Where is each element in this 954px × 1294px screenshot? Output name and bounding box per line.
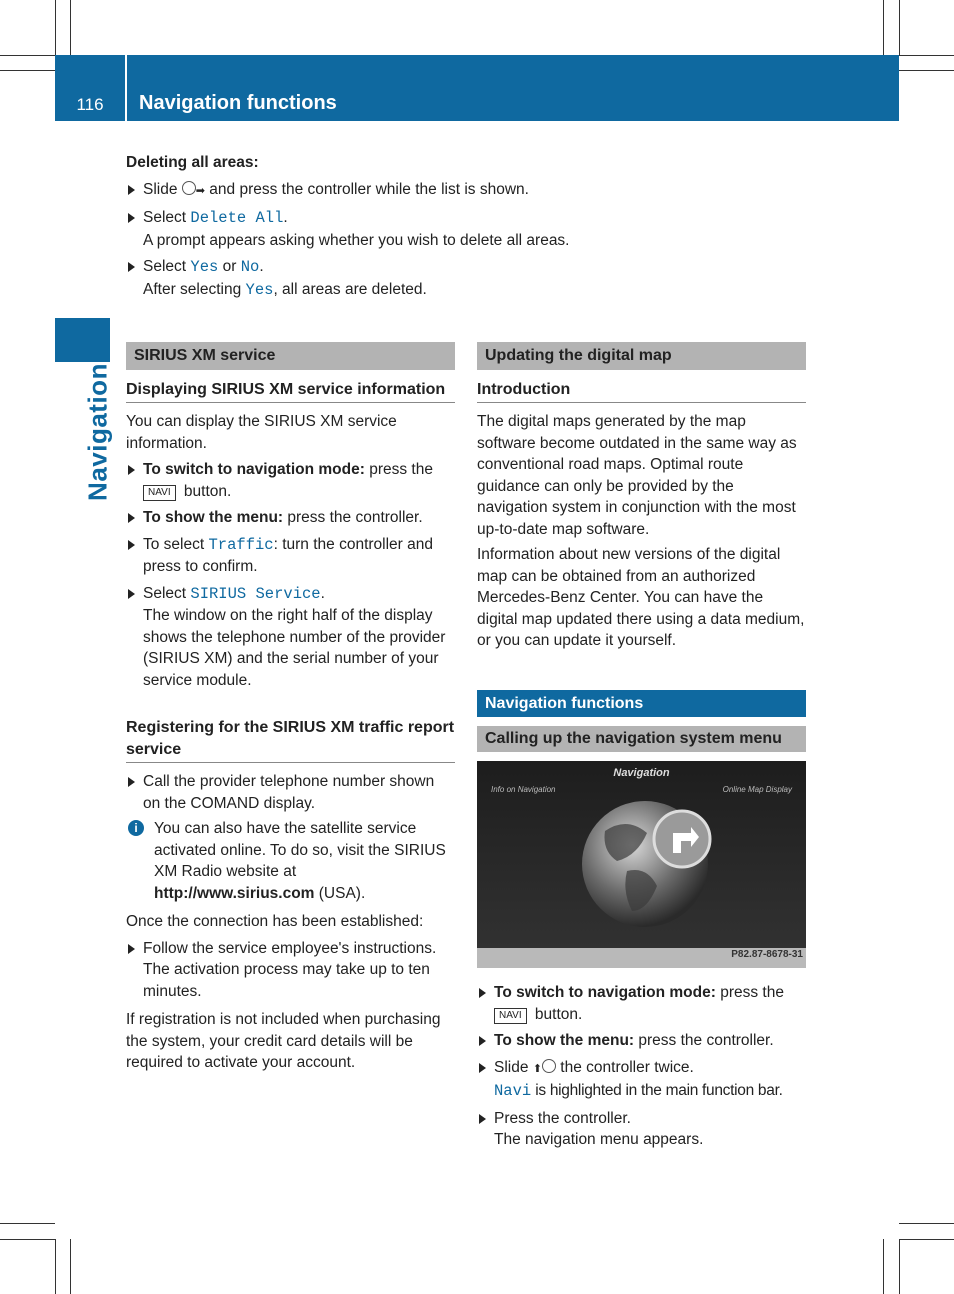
navi-key-icon: NAVI xyxy=(143,485,176,501)
globe-icon xyxy=(477,761,806,968)
crop-mark xyxy=(55,0,56,55)
page-header xyxy=(55,55,899,121)
info-icon: i xyxy=(128,820,144,836)
sidebar-tab xyxy=(55,318,110,362)
section-bar-blue: Navigation functions xyxy=(477,690,806,718)
crop-mark xyxy=(899,0,900,55)
subheading: Introduction xyxy=(477,379,806,404)
controller-icon xyxy=(182,181,196,195)
sirius-url: http://www.sirius.com xyxy=(154,884,315,902)
subheading: Displaying SIRIUS XM service information xyxy=(126,379,455,404)
screen-left-label: Info on Navigation xyxy=(491,785,556,794)
page-number: 116 xyxy=(76,95,104,114)
arrow-up-icon: ⬆ xyxy=(532,1062,542,1075)
crop-mark xyxy=(883,1239,884,1294)
header-divider xyxy=(125,55,127,121)
crop-mark xyxy=(899,1223,954,1224)
section-bar: SIRIUS XM service xyxy=(126,342,455,370)
section-bar: Updating the digital map xyxy=(477,342,806,370)
list-item: To switch to navigation mode: press the NAVI button. xyxy=(126,459,455,502)
update-section xyxy=(477,342,806,1151)
info-note: i You can also have the satellite service activated online. To do so, visit the SIRIUS XM Radio website at http://www.sirius.com (USA). xyxy=(126,818,455,904)
screen-reference-bar xyxy=(477,948,806,968)
crop-mark xyxy=(899,1239,954,1240)
list-item: To select Traffic: turn the controller and press to confirm. xyxy=(126,534,455,578)
crop-mark xyxy=(0,1239,55,1240)
crop-mark xyxy=(899,1239,900,1294)
controller-icon xyxy=(542,1059,556,1073)
image-reference: P82.87-8678-31 xyxy=(731,948,803,960)
deleting-heading: Deleting all areas: xyxy=(126,154,259,171)
crop-mark xyxy=(70,0,71,55)
crop-mark xyxy=(883,0,884,55)
crop-mark xyxy=(0,55,55,56)
crop-mark xyxy=(899,70,954,71)
list-item: To show the menu: press the controller. xyxy=(477,1030,806,1052)
list-item: Select Delete All. A prompt appears asking whether you wish to delete all areas. xyxy=(126,207,626,251)
list-item: Slide ⬆ the controller twice. Navi is highlighted in the main function bar. xyxy=(477,1057,806,1103)
paragraph: Information about new versions of the digital map can be obtained from an authorized Mercedes-Benz Center. You can have the digital map updated there using a data medium, or you can update it yourself. xyxy=(477,546,805,649)
list-item: Select Yes or No. After selecting Yes, all areas are deleted. xyxy=(126,256,626,301)
header-title: Navigation functions xyxy=(139,92,337,114)
paragraph: Once the connection has been established: xyxy=(126,913,424,930)
list-item: Press the controller. The navigation menu appears. xyxy=(477,1108,806,1151)
deleting-section xyxy=(126,152,626,301)
list-item: Slide ➡ and press the controller while the list is shown. xyxy=(126,179,626,203)
list-item: Call the provider telephone number shown on the COMAND display. xyxy=(126,771,455,814)
paragraph: The digital maps generated by the map software become outdated in the same way as conventional road maps. Optimal route guidance can only be provided by the navigation system in conjunction with the most up-to-date map software. xyxy=(477,413,797,538)
screen-right-label: Online Map Display xyxy=(722,785,792,794)
crop-mark xyxy=(0,70,55,71)
navigation-screen-image xyxy=(477,761,806,968)
paragraph: You can display the SIRIUS XM service information. xyxy=(126,413,397,452)
crop-mark xyxy=(55,1239,56,1294)
list-item: Select SIRIUS Service. The window on the right half of the display shows the telephone number of the provider (SIRIUS XM) and the serial number of your service module. xyxy=(126,583,455,692)
crop-mark xyxy=(70,1239,71,1294)
sidebar-label: Navigation xyxy=(82,363,113,501)
navi-key-icon: NAVI xyxy=(494,1008,527,1024)
crop-mark xyxy=(0,1223,55,1224)
sirius-section xyxy=(126,342,455,1074)
paragraph: If registration is not included when purchasing the system, your credit card details will be required to activate your account. xyxy=(126,1011,441,1071)
list-item: Follow the service employee's instructions. The activation process may take up to ten minutes. xyxy=(126,938,455,1003)
list-item: To show the menu: press the controller. xyxy=(126,507,455,529)
arrow-right-icon: ➡ xyxy=(195,184,205,197)
section-bar: Calling up the navigation system menu xyxy=(477,726,806,752)
list-item: To switch to navigation mode: press the NAVI button. xyxy=(477,982,806,1025)
crop-mark xyxy=(899,55,954,56)
subheading: Registering for the SIRIUS XM traffic report service xyxy=(126,717,455,763)
screen-title: Navigation xyxy=(613,767,670,779)
